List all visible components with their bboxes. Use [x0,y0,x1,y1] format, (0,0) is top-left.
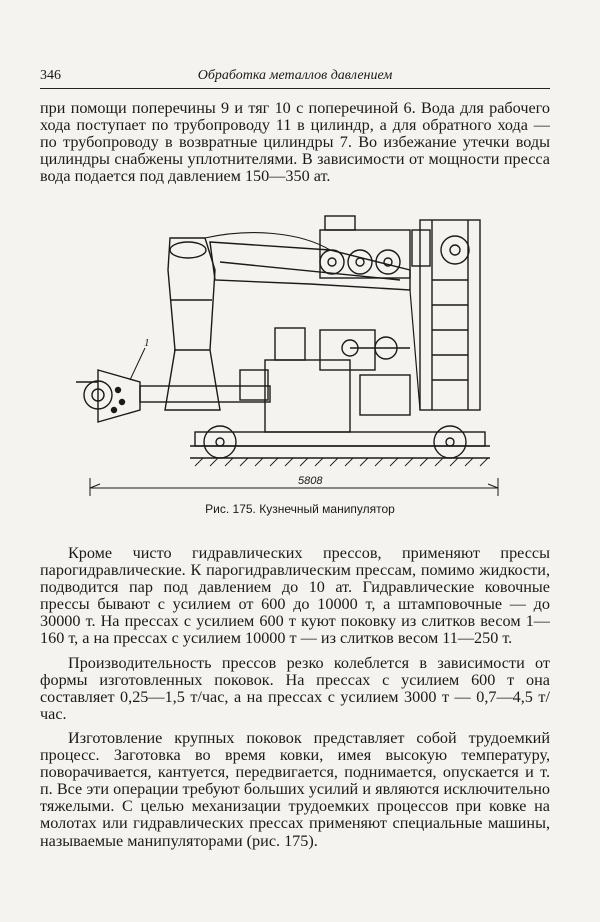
figure-caption-text: Рис. 175. Кузнечный манипулятор [205,502,395,516]
gripper-head [76,370,140,422]
figure-caption [0,502,600,517]
drive-unit [240,328,410,432]
column [165,238,220,410]
part-label: 1 [144,337,150,349]
manipulator-figure [70,210,540,500]
paragraph-3: Производительность прессов резко колеблется в зависимости от формы изготовленных поковок. На прессах с усилием 600 т она составляет 0,25—1,5 т/час, а на прессах с усилием 3000 т — 0,7—4,5 т/час. [40,654,550,724]
tower [410,220,480,410]
dimension-line [90,478,498,496]
page-number: 346 [40,68,61,83]
paragraph-2: Кроме чисто гидравлических прессов, применяют прессы парогидравлические. К парогидравлическим прессам, помимо жидкости, подводится пар под давлением до 10 ат. Гидравлические ковочные прессы бывают с усилием от 600 до 10000 т, а штамповочные — до 30000 т. На прессах с усилием 600 т куют поковку из слитков весом 1—160 т, а на прессах с усилием 10000 т — из слитков весом 11—250 т. [40,544,550,648]
running-title: Обработка металлов давлением [197,68,393,83]
manipulator-drawing [70,210,540,500]
gearbox [320,216,410,278]
dimension-label: 5808 [298,475,323,487]
page-header [40,68,550,89]
upper-beam [205,233,410,290]
paragraph-4: Изготовление крупных поковок представляет собой трудоемкий процесс. Заготовка во время ковки, имея высокую температуру, поворачивается, кантуется, передвигается, поднимается, опускается и т. п. Все эти операции требуют больших усилий и являются исключительно тяжелыми. С целью механизации трудоемких процессов при ковке на молотах или гидравлических прессах применяют специальные машины, называемые манипуляторами (рис. 175). [40,729,550,850]
paragraph-1: при помощи поперечины 9 и тяг 10 с поперечиной 6. Вода для рабочего хода поступает по трубопроводу 11 в цилиндр, а для обратного хода — по трубопроводу в возвратные цилиндры 7. Во избежание утечки воды цилиндры снабжены уплотнителями. В зависимости от мощности пресса вода подается под давлением 150—350 ат. [40,99,550,186]
wheels [204,426,466,458]
ground-hatching [190,458,490,466]
base-frame [195,432,485,446]
